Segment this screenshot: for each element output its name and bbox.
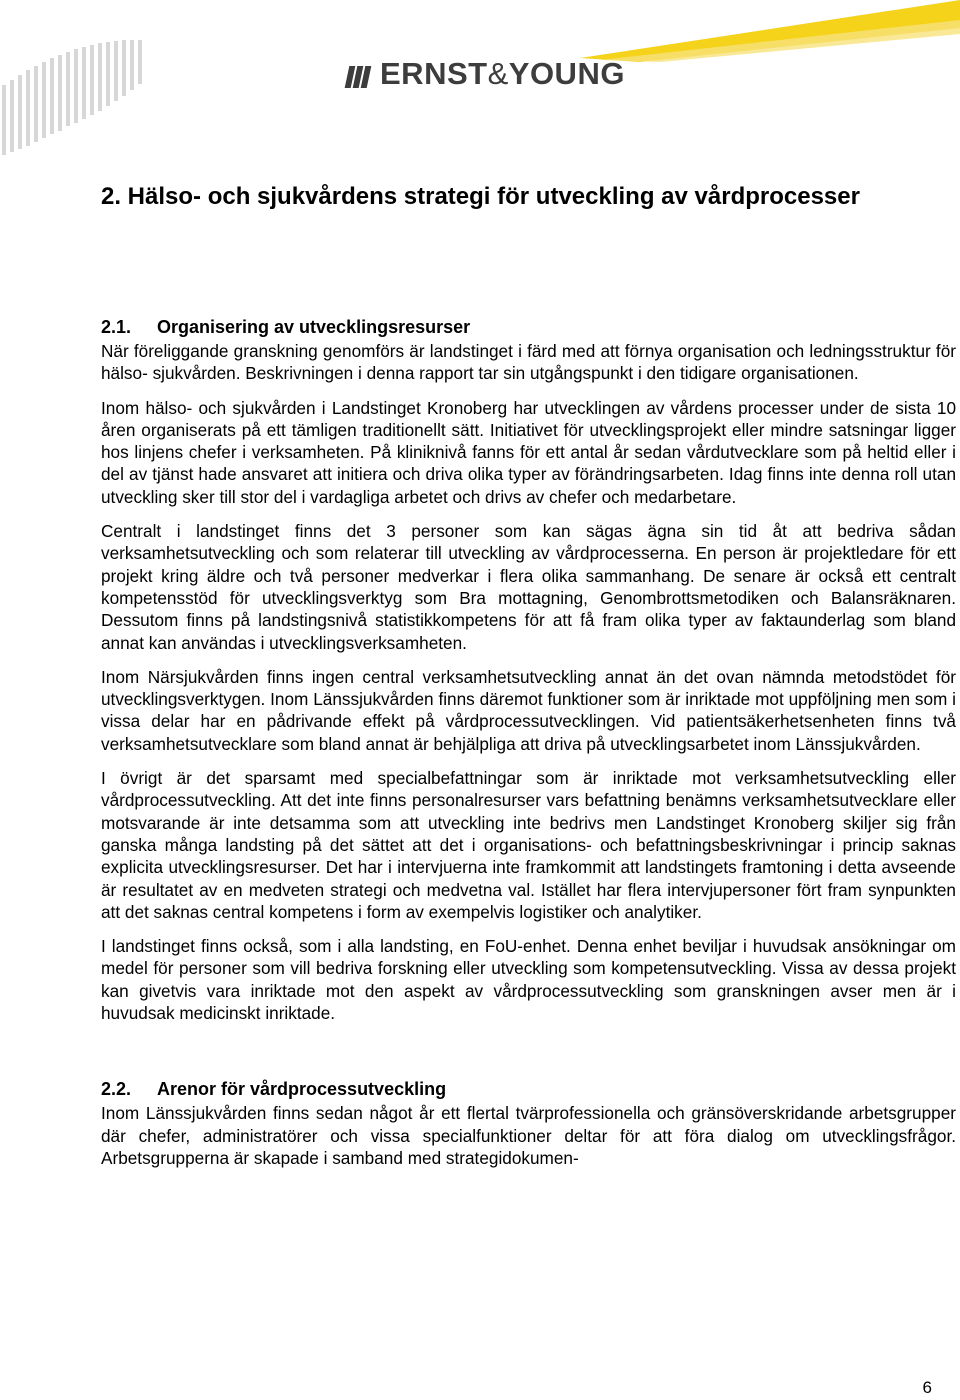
paragraph: Inom Länssjukvården finns sedan något år ett flertal tvärprofessionella och gränsöverskridande arbetsgrupper där chefer, administratörer och vissa specialfunktioner deltar för att föra dialog om utvecklingsfrågor. Arbetsgrupperna är skapade i samband med strategidokumen-: [101, 1103, 956, 1168]
paragraph: I övrigt är det sparsamt med specialbefattningar som är inriktade mot verksamhetsutveckling eller vårdprocessutveckling. Att det inte finns personalresurser vars befattning benämns verksamhetsutvecklare eller motsvarande är inte detsamma som att utveckling inte bedrivs men Landstinget Kronoberg skiljer sig från ganska många landsting på det sättet att det i organisations- och befattningsbeskrivningar i princip saknas explicita utvecklingsresurser. Det har i intervjuerna inte framkommit att landstingets framtoning i detta avseende är resultatet av en medveten strategi och medvetna val. Istället har flera intervjupersoner fört fram synpunkten att det saknas central kompetens i form av exempelvis logistiker och analytiker.: [101, 768, 956, 922]
paragraph: När föreliggande granskning genomförs är landstinget i färd med att förnya organisation och ledningsstruktur för hälso- sjukvården. Beskrivningen i denna rapport tar sin utgångspunkt i den tidigare organisationen.: [101, 341, 956, 384]
document-body: [101, 178, 956, 1169]
logo-text-right: YOUNG: [508, 56, 625, 91]
section-title: Arenor för vårdprocessutveckling: [157, 1079, 447, 1100]
logo-amp: &: [487, 56, 509, 91]
page-number: 6: [922, 1378, 932, 1397]
section-title: Organisering av utvecklingsresurser: [157, 317, 471, 337]
paragraph: Centralt i landstinget finns det 3 personer som kan sägas ägna sin tid åt att bedriva sådan verksamhetsutveckling och som relaterar till utveckling av vårdprocesserna. En person är projektledare för ett projekt kring äldre och två personer medverkar i flera olika sammanhang. De senare är också ett centralt kompetensstöd för utvecklingsverktyg som Bra mottagning, Genombrottsmetodiken och Balansräknaren. Dessutom finns på landstingsnivå statistikkompetens för att få fram olika typer av faktaunderlag som bland annat kan användas i utvecklingsverksamheten.: [101, 521, 956, 653]
paragraph: Inom Närsjukvården finns ingen central verksamhetsutveckling annat än det ovan nämnda metodstödet för utvecklingsverktygen. Inom Länssjukvården finns däremot funktioner som är inriktade mot uppföljning men som i vissa delar har en pådrivande effekt på vårdprocessutvecklingen. Vid patientsäkerhetsenheten finns två verksamhetsutvecklare som bland annat är behjälpliga att driva på utvecklingsarbetet inom Länssjukvården.: [101, 666, 956, 754]
section-heading-2-1: [101, 314, 956, 340]
company-logo: [380, 56, 625, 92]
section-number: 2.2.: [101, 1079, 132, 1100]
section-heading-2-2: [101, 1076, 956, 1102]
paragraph: I landstinget finns också, som i alla landsting, en FoU-enhet. Denna enhet beviljar i huvudsak ansökningar om medel för personer som vill bedriva forskning eller utveckling som kompetensutveckling. Vissa av dessa projekt kan givetvis vara inriktade mot den aspekt av vårdprocessutveckling som granskningen avser men är i huvudsak medicinskt inriktade.: [101, 936, 956, 1024]
section-number: 2.1.: [101, 317, 132, 337]
logo-mark-icon: [345, 62, 375, 88]
logo-text-left: ERNST: [380, 56, 488, 91]
page-header: [0, 0, 960, 160]
section-heading-2: 2. Hälso- och sjukvårdens strategi för utveckling av vårdprocesser: [101, 183, 860, 210]
paragraph: Inom hälso- och sjukvården i Landstinget Kronoberg har utvecklingen av vårdens processer under de sista 10 åren organiserats på ett tämligen traditionellt sätt. Initiativet för utvecklingsprojekt eller mindre satsningar ligger hos linjens chefer i verksamheten. På kliniknivå fanns för ett antal år sedan vårdutvecklare som på heltid eller i del av tjänst hade ansvaret att initiera och driva olika typer av förändringsarbeten. Idag finns inte denna roll utan utveckling sker till stor del i vardagliga arbetet och drivs av chefer och medarbetare.: [101, 397, 956, 507]
